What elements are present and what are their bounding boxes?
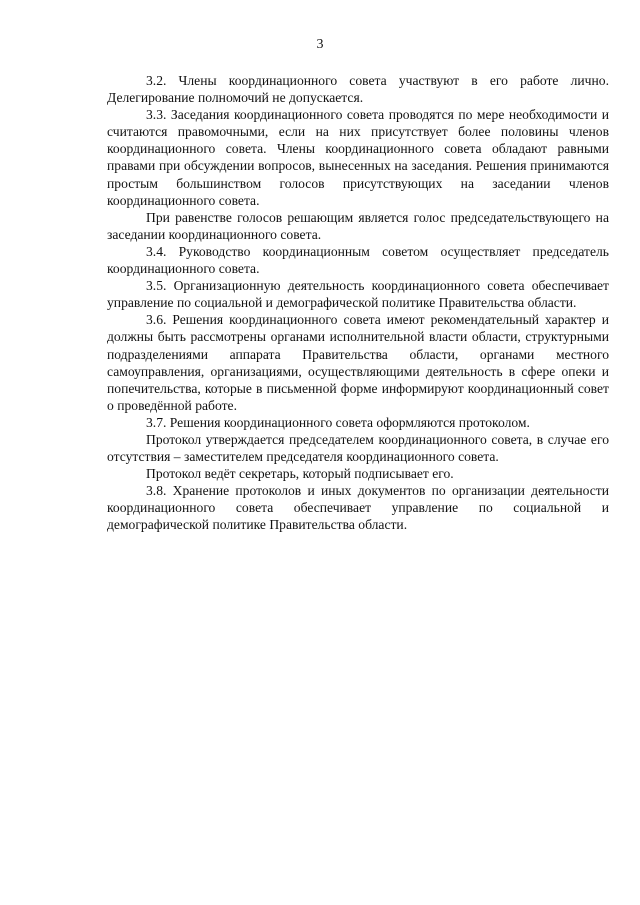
paragraph-3-4: 3.4. Руководство координационным советом осуществляет председатель координационного совета. bbox=[107, 243, 609, 277]
paragraph-3-3: 3.3. Заседания координационного совета проводятся по мере необходимости и считаются правомочными, если на них присутствует более половины членов координационного совета. Члены координационного совета обладают равными правами при обсуждении вопросов, вынесенных на заседания. Решения принимаются простым большинством голосов присутствующих на заседании членов координационного совета. bbox=[107, 107, 609, 208]
paragraph-3-7-secretary: Протокол ведёт секретарь, который подписывает его. bbox=[146, 466, 454, 482]
paragraph-3-8: 3.8. Хранение протоколов и иных документов по организации деятельности координационного совета обеспечивает управление по социальной и демографической политике Правительства области. bbox=[107, 483, 609, 533]
paragraph-3-7-approval: Протокол утверждается председателем координационного совета, в случае его отсутствия – заместителем председателя координационного совета. bbox=[107, 431, 609, 465]
paragraph-3-6: 3.6. Решения координационного совета имеют рекомендательный характер и должны быть рассмотрены органами исполнительной власти области, структурными подразделениями аппарата Правительства области, органами местного самоуправления, организациями, осуществляющими деятельность в сфере опеки и попечительства, которые в письменной форме информируют координационный совет о проведённой работе. bbox=[107, 312, 609, 413]
paragraph-3-5: 3.5. Организационную деятельность координационного совета обеспечивает управление по социальной и демографической политике Правительства области. bbox=[107, 278, 609, 311]
paragraph-3-2: 3.2. Члены координационного совета участвуют в его работе лично. Делегирование полномочий не допускается. bbox=[107, 73, 609, 106]
paragraph-3-3-tie-vote: При равенстве голосов решающим является голос председательствующего на заседании координационного совета. bbox=[107, 209, 609, 242]
document-body bbox=[107, 72, 609, 534]
page-number: 3 bbox=[316, 37, 324, 52]
paragraph-3-7: 3.7. Решения координационного совета оформляются протоколом. bbox=[146, 414, 530, 430]
